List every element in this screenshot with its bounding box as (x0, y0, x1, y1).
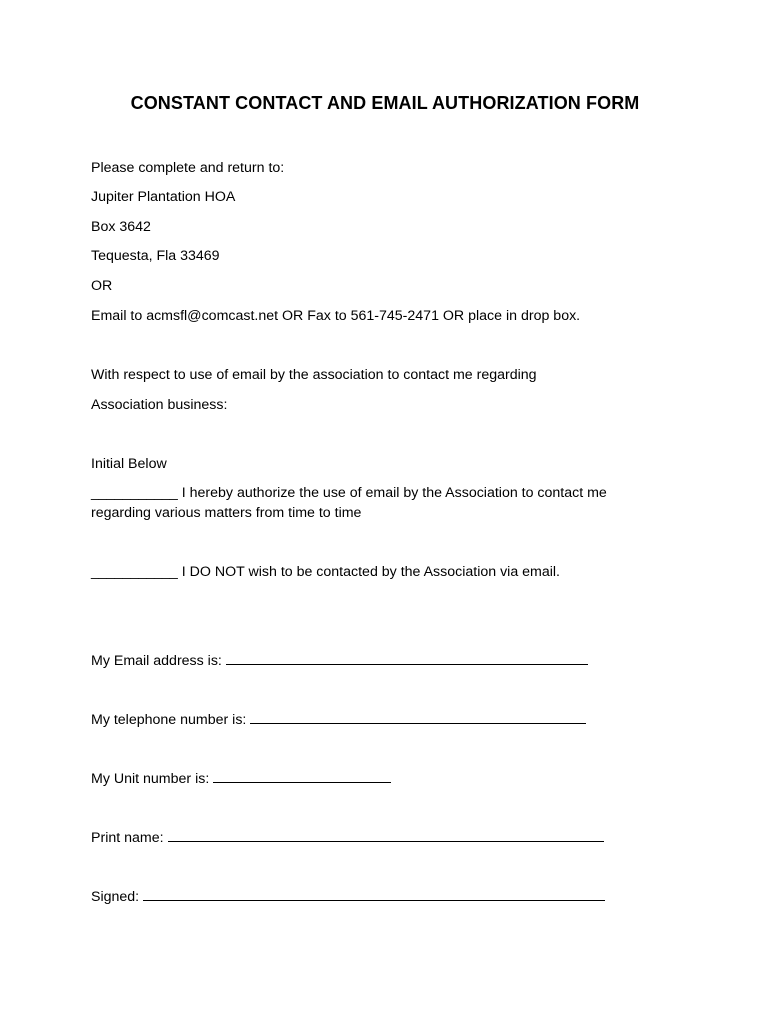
authorize-initial-blank[interactable]: ___________ (91, 485, 178, 501)
decline-option (91, 562, 560, 582)
email-field-row (91, 651, 588, 671)
respect-line-2: Association business: (91, 397, 228, 413)
print-name-field-row (91, 828, 604, 848)
authorize-option (91, 483, 661, 523)
decline-text: I DO NOT wish to be contacted by the Association via email. (181, 564, 560, 580)
return-alternatives: Email to acmsfl@comcast.net OR Fax to 561-745-2471 OR place in drop box. (91, 308, 581, 324)
return-org: Jupiter Plantation HOA (91, 189, 236, 205)
unit-label: My Unit number is: (91, 771, 210, 787)
return-city: Tequesta, Fla 33469 (91, 248, 220, 264)
phone-label: My telephone number is: (91, 712, 247, 728)
print-name-field[interactable] (168, 828, 604, 842)
initial-heading: Initial Below (91, 456, 167, 472)
signature-field[interactable] (143, 887, 605, 901)
email-field[interactable] (226, 651, 588, 665)
phone-field[interactable] (250, 710, 586, 724)
return-or: OR (91, 278, 113, 294)
phone-field-row (91, 710, 586, 730)
return-box: Box 3642 (91, 219, 151, 235)
decline-initial-blank[interactable]: ___________ (91, 564, 178, 580)
authorize-text: I hereby authorize the use of email by the Association to contact me regarding various matters from time to time (91, 485, 607, 521)
respect-line-1: With respect to use of email by the association to contact me regarding (91, 367, 537, 383)
return-intro: Please complete and return to: (91, 160, 285, 176)
email-label: My Email address is: (91, 653, 222, 669)
unit-field[interactable] (213, 769, 391, 783)
signed-field-row (91, 887, 605, 907)
unit-field-row (91, 769, 391, 789)
signed-label: Signed: (91, 889, 140, 905)
print-name-label: Print name: (91, 830, 164, 846)
form-title: CONSTANT CONTACT AND EMAIL AUTHORIZATION FORM (130, 93, 640, 113)
